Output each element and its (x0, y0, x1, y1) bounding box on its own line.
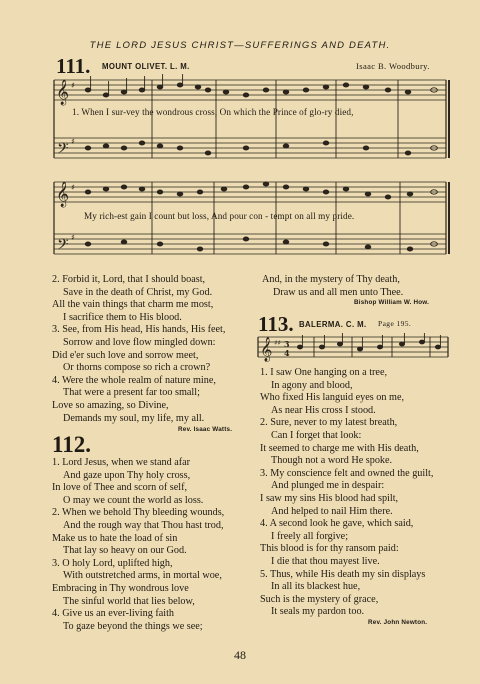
hymn-113-attribution: Rev. John Newton. (368, 619, 428, 626)
svg-text:♯: ♯ (71, 233, 75, 242)
treble-clef-icon: 𝄞 (56, 80, 70, 105)
svg-text:♯: ♯ (71, 137, 75, 146)
hymn-112-continuation: And, in the mystery of Thy death, Draw us and all men unto Thee. (262, 274, 404, 298)
hymn-113-number: 113. (258, 312, 294, 336)
hymn-112-attribution: Bishop William W. How. (354, 299, 430, 306)
svg-text:4: 4 (284, 348, 290, 358)
hymn-111-lyric-line-1: 1. When I sur-vey the wondrous cross, On which the Prince of glo-ry died, (72, 107, 354, 117)
hymn-112-stanzas: 1. Lord Jesus, when we stand afar And gaze upon Thy holy cross, In love of Thee and scorn of self, O may we count the world as loss. 2. When we behold Thy bleeding wounds, And the rough way that Thou hast trod, Make us to hate the load of sin That lay so heavy on our God. 3. O holy Lord, uplifted high, With outstretched arms, in mortal woe, Embracing in Thy wondrous love The sinful world that lies below, 4. Give us an ever-living faith To gaze beyond the things we see; (52, 457, 225, 632)
music-system-3 (256, 333, 452, 363)
page-number: 48 (234, 648, 246, 662)
hymn-113-page-ref: Page 195. (378, 319, 412, 328)
hymn-111-attribution: Rev. Isaac Watts. (178, 426, 233, 433)
running-head: THE LORD JESUS CHRIST—SUFFERINGS AND DEATH. (89, 40, 391, 51)
music-system-2 (48, 176, 452, 276)
svg-text:𝄞: 𝄞 (260, 337, 273, 361)
hymn-112-number: 112. (52, 432, 91, 457)
key-signature-icon: ♯ (71, 81, 75, 90)
bass-staff-lines (54, 138, 446, 158)
hymn-113-tune: BALERMA. C. M. (299, 320, 367, 329)
hymn-113-stanzas: 1. I saw One hanging on a tree, In agony and blood, Who fixed His languid eyes on me, As near His cross I stood. 2. Sure, never to my latest breath, Can I forget that look: It seemed to charge me with His death, Though not a word He spoke. 3. My conscience felt and owned the guilt, And plunged me in despair: I saw my sins His blood had spilt, And helped to nail Him there. 4. A second look he gave, which said, I freely all forgive; This blood is for thy ransom paid: I die that thou mayest live. 5. Thus, while His death my sin displays In all its blackest hue, Such is the mystery of grace, It seals my pardon too. (260, 367, 434, 618)
hymn-111-number: 111. (56, 54, 91, 78)
svg-text:♯♯: ♯♯ (274, 339, 281, 347)
svg-text:𝄞: 𝄞 (56, 182, 70, 207)
svg-text:𝄢: 𝄢 (57, 236, 69, 257)
bass-clef-icon: 𝄢 (57, 140, 69, 161)
music-system-1 (48, 74, 452, 174)
hymn-111-tune: MOUNT OLIVET. L. M. (102, 62, 190, 71)
hymn-111-composer: Isaac B. Woodbury. (356, 61, 430, 71)
svg-text:3: 3 (284, 339, 290, 349)
hymn-111-stanzas: 2. Forbid it, Lord, that I should boast, Save in the death of Christ, my God. All the vain things that charm me most, I sacrifice them to His blood. 3. See, from His head, His hands, His feet, Sorrow and love flow mingled down: Did e'er such love and sorrow meet, Or thorns compose so rich a crown? 4. Were the whole realm of nature mine, That were a present far too small; Love so amazing, so Divine, Demands my soul, my life, my all. (52, 274, 226, 424)
svg-text:♯: ♯ (71, 183, 75, 192)
hymn-111-lyric-line-2: My rich-est gain I count but loss, And pour con - tempt on all my pride. (84, 211, 355, 221)
